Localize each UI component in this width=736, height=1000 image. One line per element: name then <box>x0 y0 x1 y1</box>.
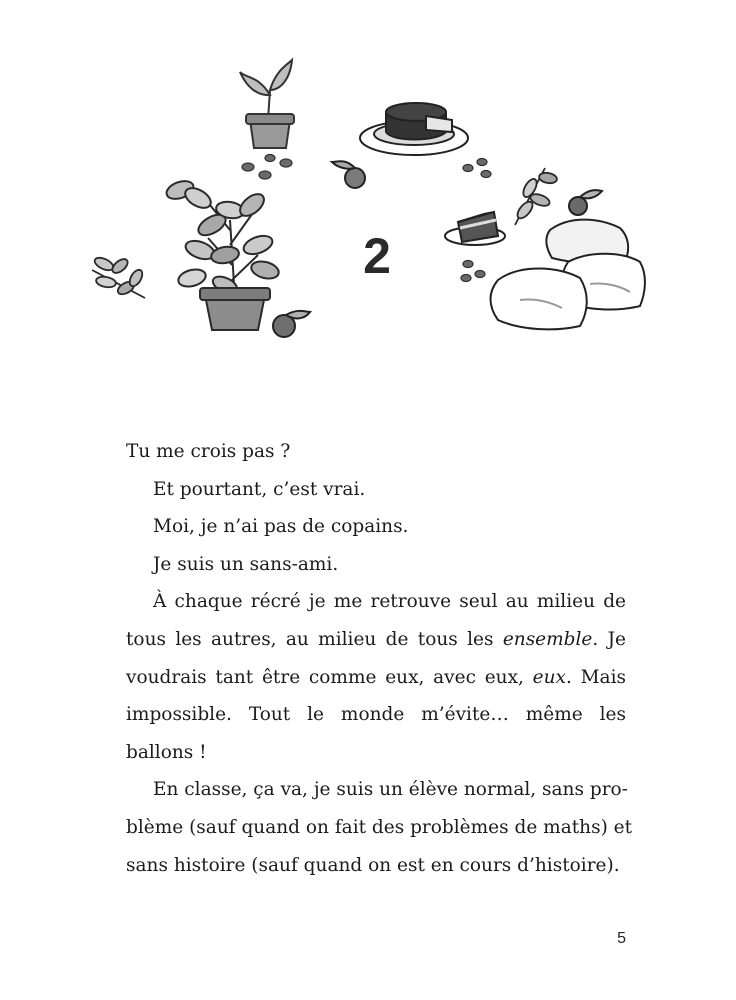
seedling-pot-drawing <box>240 60 294 148</box>
orange-drawing <box>332 161 365 188</box>
emphasis-text: ensemble <box>502 628 593 650</box>
text-line: Et pourtant, c’est vrai. <box>153 478 366 500</box>
orange-drawing <box>273 311 310 337</box>
text-line <box>126 621 626 659</box>
body-text <box>126 433 633 884</box>
cake-slice-drawing <box>445 212 505 245</box>
branch-drawing <box>515 168 558 225</box>
text-line: Tu me crois pas ? <box>126 441 291 462</box>
text-line: Moi, je n’ai pas de copains. <box>153 516 409 538</box>
branch-drawing <box>92 255 145 298</box>
emphasis-text: eux <box>532 666 566 688</box>
text-line: sans histoire (sauf quand on est en cours d’histoire). <box>126 854 620 876</box>
text-span: . Je <box>592 628 626 650</box>
text-span: . Mais <box>565 666 626 688</box>
text-span: voudrais tant être comme eux, avec eux, <box>126 666 533 688</box>
chapter-illustration <box>80 50 660 360</box>
pillows-drawing <box>491 220 645 330</box>
text-span: tous les autres, au milieu de tous les <box>126 628 503 650</box>
orange-drawing <box>569 190 602 215</box>
text-line <box>126 659 626 697</box>
potted-plant-drawing <box>164 178 280 330</box>
text-line: blème (sauf quand on fait des problèmes de maths) et <box>126 816 633 838</box>
text-line: Je suis un sans-ami. <box>153 553 339 575</box>
text-line: En classe, ça va, je suis un élève normal, sans pro- <box>153 779 628 801</box>
page-number: 5 <box>617 930 626 947</box>
cake-plate-drawing <box>360 103 468 155</box>
text-line: À chaque récré je me retrouve seul au milieu de <box>153 591 626 613</box>
chapter-number: 2 <box>363 228 391 284</box>
text-line: impossible. Tout le monde m’évite… même les <box>126 704 626 726</box>
text-line: ballons ! <box>126 741 207 763</box>
